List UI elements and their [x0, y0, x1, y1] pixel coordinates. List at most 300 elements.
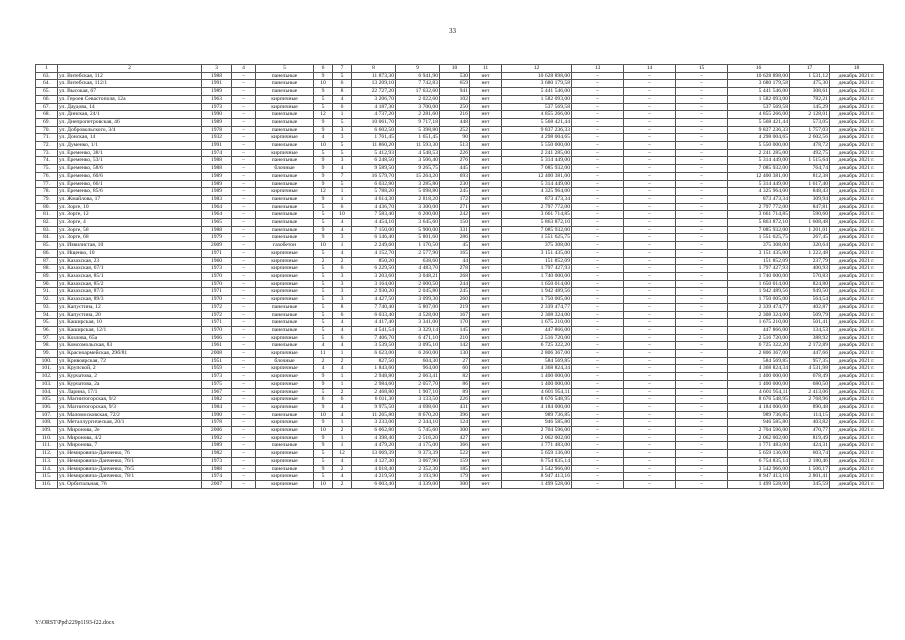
table-cell: –	[624, 219, 676, 227]
table-cell: –	[572, 172, 624, 180]
table-cell: нет	[470, 211, 502, 219]
table-cell: нет	[470, 311, 502, 319]
table-cell: –	[676, 149, 728, 157]
table-cell: нет	[470, 303, 502, 311]
table-cell: ул. Магнитогорская, 9/2	[58, 396, 202, 404]
table-cell: 98.	[36, 342, 58, 350]
header-cell: 2	[58, 65, 202, 73]
table-cell: –	[232, 457, 256, 465]
table-cell: 2 172,89	[790, 342, 830, 350]
table-cell: 9	[314, 72, 333, 80]
table-cell: 570,83	[790, 272, 830, 280]
table-cell: 72.	[36, 142, 58, 150]
table-cell: –	[624, 249, 676, 257]
table-cell: декабрь 2021 г.	[830, 427, 884, 435]
table-cell: –	[572, 457, 624, 465]
table-cell: ул. Зорге, 68	[58, 234, 202, 242]
table-cell: –	[572, 242, 624, 250]
table-cell: 522	[440, 450, 470, 458]
table-cell: 1970	[202, 280, 232, 288]
table-cell: 2 577,90	[396, 249, 440, 257]
table-cell: 185	[440, 465, 470, 473]
table-cell: –	[624, 142, 676, 150]
table-cell: 2 797 772,00	[502, 203, 572, 211]
table-cell: нет	[470, 234, 502, 242]
table-cell: –	[624, 134, 676, 142]
table-row	[36, 326, 884, 334]
table-cell: нет	[470, 149, 502, 157]
table-cell: 1 531,12	[790, 72, 830, 80]
table-cell: 9	[314, 380, 333, 388]
table-cell: 3	[333, 272, 352, 280]
table-cell: 1988	[202, 72, 232, 80]
table-cell: 8 676 548,95	[728, 396, 790, 404]
table-cell: –	[624, 342, 676, 350]
table-cell: 12	[314, 188, 333, 196]
table-cell: 5 550 000,00	[502, 142, 572, 150]
table-cell: кирпичные	[256, 396, 314, 404]
table-cell: 5 863 872,10	[728, 219, 790, 227]
table-cell: 396	[440, 411, 470, 419]
table-cell: 3	[333, 157, 352, 165]
table-cell: 88.	[36, 265, 58, 273]
table-cell: –	[232, 311, 256, 319]
table-cell: 1 761,45	[352, 134, 396, 142]
table-cell: 2	[333, 465, 352, 473]
table-cell: 6 754 835,14	[728, 457, 790, 465]
table-cell: 1	[333, 350, 352, 358]
table-cell: –	[572, 480, 624, 488]
table-cell: 2	[333, 480, 352, 488]
table-cell: 848,43	[790, 188, 830, 196]
table-cell: ул. Извилистая, 10	[58, 242, 202, 250]
table-cell: 10 628 898,00	[502, 72, 572, 80]
table-cell: –	[572, 380, 624, 388]
table-cell: 83.	[36, 226, 58, 234]
table-cell: 16 579,70	[352, 172, 396, 180]
table-cell: 5	[314, 457, 333, 465]
table-cell: 4	[314, 342, 333, 350]
table-cell: 2	[333, 357, 352, 365]
table-cell: 1 650 014,00	[502, 280, 572, 288]
table-cell: 1961	[202, 342, 232, 350]
table-cell: 850,20	[352, 257, 396, 265]
table-cell: 3	[333, 134, 352, 142]
footer-path: Y:\ORST\Ppd\229p1193-f22.docx	[35, 620, 115, 626]
table-cell: –	[624, 450, 676, 458]
table-row	[36, 480, 884, 488]
table-cell: 151 852,09	[502, 257, 572, 265]
table-cell: 5 900,00	[396, 226, 440, 234]
table-cell: 3 661 714,85	[728, 211, 790, 219]
table-cell: –	[624, 242, 676, 250]
table-cell: нет	[470, 188, 502, 196]
table-cell: –	[232, 80, 256, 88]
table-cell: 3 095,10	[396, 342, 440, 350]
table-cell: –	[676, 450, 728, 458]
table-cell: декабрь 2021 г.	[830, 388, 884, 396]
table-cell: 1 942 489,56	[502, 288, 572, 296]
table-cell: 1	[333, 442, 352, 450]
table-cell: 4 479,20	[352, 442, 396, 450]
table-cell: 76.	[36, 172, 58, 180]
table-cell: 1975	[202, 380, 232, 388]
table-cell: 1 499 528,00	[502, 480, 572, 488]
table-cell: 9	[314, 419, 333, 427]
table-cell: 6 725 322,20	[728, 342, 790, 350]
table-cell: ул. Немировича-Данченко, 78/1	[58, 473, 202, 481]
table-cell: 268	[440, 272, 470, 280]
table-cell: 5	[314, 103, 333, 111]
table-cell: 1	[333, 380, 352, 388]
table-cell: 331	[440, 226, 470, 234]
table-cell: 60	[440, 365, 470, 373]
table-cell: –	[624, 465, 676, 473]
table-cell: нет	[470, 450, 502, 458]
table-cell: кирпичные	[256, 95, 314, 103]
table-cell: 97.	[36, 334, 58, 342]
table-cell: 1988	[202, 157, 232, 165]
table-cell: 3 680 179,58	[728, 80, 790, 88]
table-cell: декабрь 2021 г.	[830, 473, 884, 481]
table-cell: 7 085 932,00	[728, 226, 790, 234]
table-cell: 216	[440, 111, 470, 119]
table-cell: 4 325 964,00	[728, 188, 790, 196]
table-cell: 10	[314, 480, 333, 488]
table-cell: –	[676, 396, 728, 404]
table-cell: 2 057,70	[396, 380, 440, 388]
table-cell: 90.	[36, 280, 58, 288]
table-cell: 1966	[202, 334, 232, 342]
table-cell: –	[572, 95, 624, 103]
table-cell: 145,29	[790, 103, 830, 111]
table-cell: кирпичные	[256, 434, 314, 442]
table-row	[36, 350, 884, 358]
table-cell: ул. Магнитогорская, 9/3	[58, 403, 202, 411]
table-cell: 4	[314, 134, 333, 142]
table-cell: –	[572, 149, 624, 157]
table-cell: –	[624, 380, 676, 388]
table-cell: –	[572, 272, 624, 280]
table-cell: 1984	[202, 403, 232, 411]
table-cell: –	[676, 118, 728, 126]
table-cell: 116.	[36, 480, 58, 488]
table-cell: панельные	[256, 219, 314, 227]
table-cell: ул. Капустина, 12	[58, 303, 202, 311]
table-cell: –	[624, 118, 676, 126]
table-cell: 134,53	[790, 326, 830, 334]
table-cell: 4 152,70	[352, 249, 396, 257]
table-cell: декабрь 2021 г.	[830, 342, 884, 350]
table-cell: –	[232, 411, 256, 419]
table-cell: 1970	[202, 296, 232, 304]
table-cell: –	[572, 311, 624, 319]
table-cell: 4	[333, 165, 352, 173]
table-cell: 5 412,93	[352, 149, 396, 157]
table-cell: 3 661 714,85	[502, 211, 572, 219]
table-cell: –	[676, 234, 728, 242]
table-cell: 604,30	[396, 357, 440, 365]
table-cell: 82.	[36, 219, 58, 227]
table-cell: 5	[314, 388, 333, 396]
table-cell: кирпичные	[256, 457, 314, 465]
table-cell: 3 506,40	[396, 157, 440, 165]
table-cell: кирпичные	[256, 480, 314, 488]
table-cell: 764,74	[790, 165, 830, 173]
table-cell: декабрь 2021 г.	[830, 95, 884, 103]
table-cell: 104.	[36, 388, 58, 396]
table-cell: 1990	[202, 111, 232, 119]
table-cell: нет	[470, 95, 502, 103]
table-cell: 2 045,80	[396, 288, 440, 296]
table-cell: нет	[470, 480, 502, 488]
table-cell: панельные	[256, 118, 314, 126]
table-cell: декабрь 2021 г.	[830, 350, 884, 358]
table-cell: 1988	[202, 226, 232, 234]
table-cell: –	[232, 419, 256, 427]
table-cell: 1	[333, 111, 352, 119]
table-cell: ул. Миронова, 4/2	[58, 434, 202, 442]
table-cell: –	[676, 142, 728, 150]
table-cell: 5 745,60	[396, 427, 440, 435]
table-cell: –	[572, 234, 624, 242]
table-cell: 9	[314, 226, 333, 234]
table-cell: 3 542 966,00	[502, 465, 572, 473]
table-cell: панельные	[256, 211, 314, 219]
table-cell: 375 308,00	[502, 242, 572, 250]
table-cell: –	[676, 411, 728, 419]
table-cell: 2 308 324,00	[502, 311, 572, 319]
table-cell: 1 400 000,00	[728, 380, 790, 388]
table-cell: 5 801,60	[396, 234, 440, 242]
table-cell: 6 146,40	[352, 234, 396, 242]
table-cell: панельные	[256, 226, 314, 234]
table-cell: 6	[333, 396, 352, 404]
table-cell: 172	[440, 195, 470, 203]
table-cell: –	[676, 211, 728, 219]
table-cell: 2 063,41	[396, 373, 440, 381]
table-cell: 219	[440, 303, 470, 311]
table-cell: 448	[440, 118, 470, 126]
table-cell: –	[676, 296, 728, 304]
table-cell: 101.	[36, 365, 58, 373]
table-cell: кирпичные	[256, 280, 314, 288]
table-cell: нет	[470, 457, 502, 465]
table-cell: 245	[440, 188, 470, 196]
table-cell: ул. Еременко, 58/6	[58, 165, 202, 173]
table-cell: 4 175,00	[396, 442, 440, 450]
table-cell: 6 941,90	[396, 72, 440, 80]
table-cell: –	[572, 357, 624, 365]
table-cell: 1970	[202, 326, 232, 334]
table-cell: 4 219,50	[352, 473, 396, 481]
table-cell: 300	[440, 480, 470, 488]
table-cell: 170	[440, 319, 470, 327]
table-cell: 2 948,80	[352, 373, 396, 381]
table-cell: –	[676, 427, 728, 435]
table-cell: –	[572, 326, 624, 334]
table-cell: 2 930,20	[352, 288, 396, 296]
table-cell: 8	[333, 88, 352, 96]
table-cell: 11	[314, 350, 333, 358]
table-cell: –	[572, 419, 624, 427]
table-cell: 114.	[36, 465, 58, 473]
table-cell: 4 601 954,11	[728, 388, 790, 396]
table-cell: 10	[314, 427, 333, 435]
table-cell: 2 516 720,00	[502, 334, 572, 342]
table-cell: декабрь 2021 г.	[830, 465, 884, 473]
table-cell: декабрь 2021 г.	[830, 265, 884, 273]
table-row	[36, 72, 884, 80]
table-cell: –	[572, 450, 624, 458]
header-cell: 18	[830, 65, 884, 73]
table-cell: 89	[440, 388, 470, 396]
table-cell: 68.	[36, 111, 58, 119]
table-cell: –	[232, 242, 256, 250]
table-cell: 67.	[36, 103, 58, 111]
table-cell: 1	[333, 419, 352, 427]
table-cell: 2 602,56	[790, 134, 830, 142]
table-cell: 5 314 449,00	[502, 180, 572, 188]
table-cell: –	[572, 188, 624, 196]
table-cell: 10 628 898,00	[728, 72, 790, 80]
table-row	[36, 203, 884, 211]
table-cell: 2006	[202, 427, 232, 435]
table-cell: 4 614,30	[352, 195, 396, 203]
table-cell: декабрь 2021 г.	[830, 411, 884, 419]
table-cell: 8 947 413,16	[728, 473, 790, 481]
table-cell: 1988	[202, 165, 232, 173]
table-row	[36, 473, 884, 481]
data-table	[35, 64, 884, 489]
table-cell: 9 975,50	[352, 403, 396, 411]
table-cell: 65.	[36, 88, 58, 96]
table-cell: –	[624, 411, 676, 419]
table-cell: 3 151 435,00	[728, 249, 790, 257]
table-cell: 400,93	[790, 265, 830, 273]
table-cell: ул. Зорге, 10	[58, 203, 202, 211]
table-cell: 2 801,41	[790, 473, 830, 481]
table-cell: –	[624, 319, 676, 327]
table-cell: –	[232, 126, 256, 134]
table-cell: нет	[470, 126, 502, 134]
table-cell: панельные	[256, 442, 314, 450]
table-cell: 9	[314, 88, 333, 96]
table-cell: нет	[470, 280, 502, 288]
table-cell: 4	[333, 457, 352, 465]
table-row	[36, 411, 884, 419]
table-cell: 7 150,00	[352, 226, 396, 234]
table-cell: –	[572, 296, 624, 304]
table-cell: –	[624, 388, 676, 396]
table-cell: –	[624, 419, 676, 427]
table-cell: 260	[440, 296, 470, 304]
table-cell: декабрь 2021 г.	[830, 357, 884, 365]
table-cell: 85.	[36, 242, 58, 250]
table-cell: кирпичные	[256, 149, 314, 157]
table-cell: ул. Маломосковская, 72/2	[58, 411, 202, 419]
table-cell: 4 298 004,65	[502, 134, 572, 142]
table-cell: 5	[314, 95, 333, 103]
table-cell: –	[572, 195, 624, 203]
table-cell: 63.	[36, 72, 58, 80]
table-row	[36, 380, 884, 388]
table-cell: 3 203,60	[352, 272, 396, 280]
table-cell: 6 003,40	[352, 480, 396, 488]
table-cell: –	[624, 257, 676, 265]
table-cell: кирпичные	[256, 265, 314, 273]
table-cell: ул. Казахская, 87/3	[58, 288, 202, 296]
table-cell: 2 704 596,00	[728, 427, 790, 435]
table-cell: 1 506,17	[790, 465, 830, 473]
table-cell: 1973	[202, 373, 232, 381]
table-row	[36, 296, 884, 304]
table-cell: 7 740,40	[352, 303, 396, 311]
table-cell: 103.	[36, 380, 58, 388]
table-cell: 102.	[36, 373, 58, 381]
table-cell: 5 568 421,44	[502, 118, 572, 126]
table-cell: –	[572, 80, 624, 88]
table-cell: 3 329,14	[396, 326, 440, 334]
table-cell: 427	[440, 434, 470, 442]
table-cell: 3 206,70	[352, 95, 396, 103]
table-cell: 9 837 236,33	[728, 126, 790, 134]
table-cell: панельные	[256, 72, 314, 80]
table-cell: 1 582 093,00	[728, 95, 790, 103]
table-cell: 1973	[202, 457, 232, 465]
table-cell: кирпичные	[256, 296, 314, 304]
table-cell: 9	[314, 172, 333, 180]
table-cell: 105.	[36, 396, 58, 404]
table-cell: 3 542 966,00	[728, 465, 790, 473]
table-cell: 812,38	[790, 172, 830, 180]
table-cell: 5	[314, 211, 333, 219]
table-cell: –	[232, 234, 256, 242]
table-cell: 8 676 548,95	[502, 396, 572, 404]
table-cell: 92.	[36, 296, 58, 304]
table-cell: 447 866,00	[728, 326, 790, 334]
table-cell: 6 011,30	[352, 396, 396, 404]
table-cell: 782,21	[790, 95, 830, 103]
table-cell: –	[676, 334, 728, 342]
table-cell: 2 413,06	[790, 388, 830, 396]
table-cell: панельные	[256, 465, 314, 473]
table-cell: кирпичные	[256, 288, 314, 296]
table-cell: –	[624, 195, 676, 203]
table-cell: –	[676, 357, 728, 365]
table-cell: 1983	[202, 195, 232, 203]
table-cell: –	[232, 403, 256, 411]
table-cell: нет	[470, 103, 502, 111]
table-cell: кирпичные	[256, 473, 314, 481]
table-cell: 10 061,70	[352, 118, 396, 126]
table-cell: 2 180,46	[790, 457, 830, 465]
table-cell: 3 539,50	[352, 342, 396, 350]
table-cell: 80.	[36, 203, 58, 211]
table-cell: 470,77	[790, 427, 830, 435]
table-cell: 4 417,40	[352, 319, 396, 327]
table-cell: 1 750 005,00	[502, 296, 572, 304]
table-cell: –	[232, 334, 256, 342]
table-cell: –	[232, 142, 256, 150]
table-cell: 1932	[202, 134, 232, 142]
table-cell: декабрь 2021 г.	[830, 234, 884, 242]
table-cell: 2 516 720,00	[728, 334, 790, 342]
table-cell: –	[572, 103, 624, 111]
table-cell: –	[572, 219, 624, 227]
table-cell: 10	[314, 142, 333, 150]
table-cell: нет	[470, 427, 502, 435]
